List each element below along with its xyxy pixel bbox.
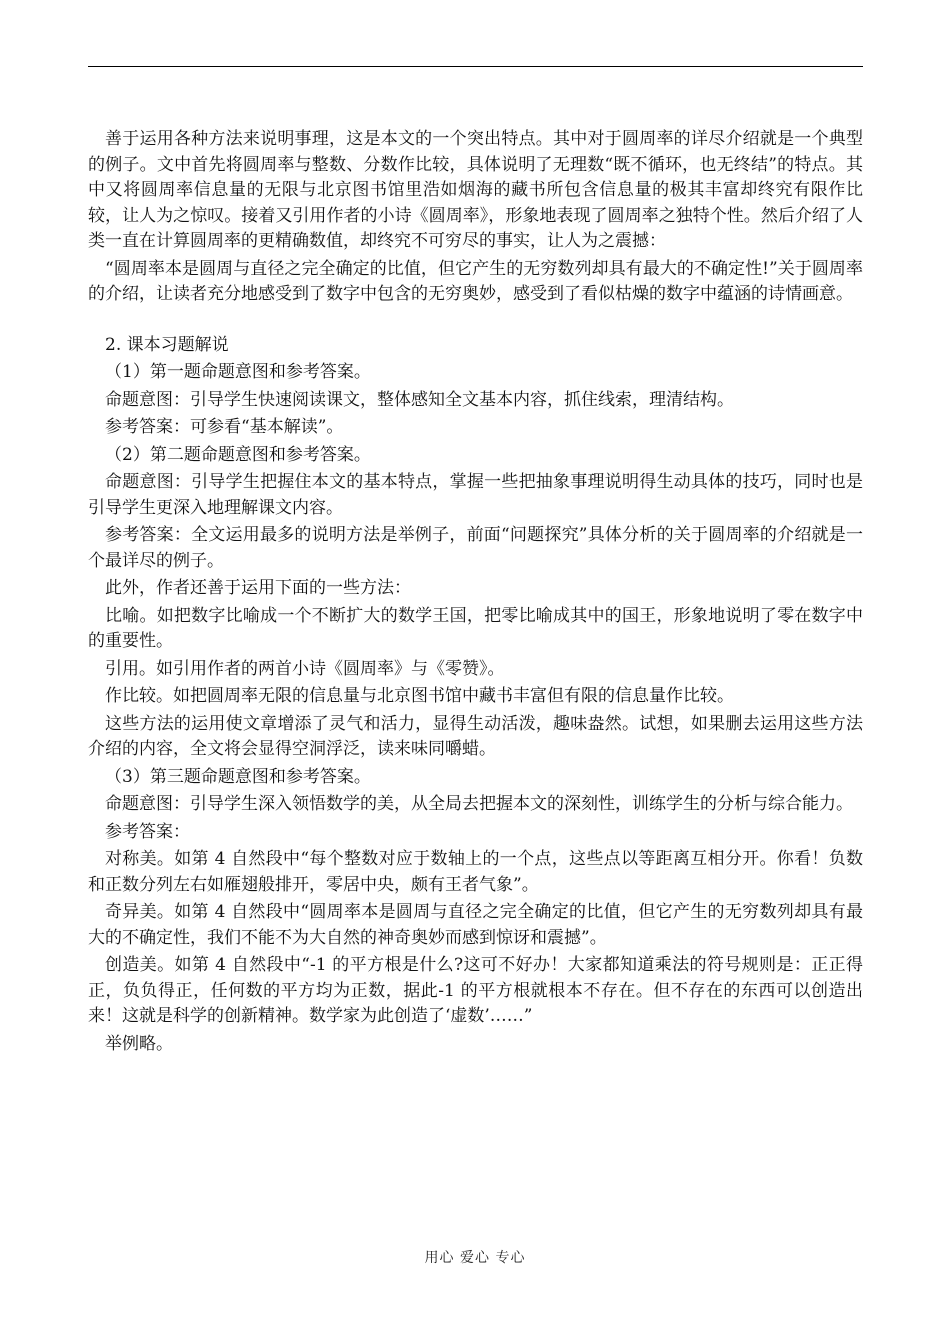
other-methods-intro: 此外，作者还善于运用下面的一些方法： — [105, 578, 411, 598]
method-comparison: 作比较。如把圆周率无限的信息量与北京图书馆中藏书丰富但有限的信息量作比较。 — [105, 686, 734, 706]
question-2-heading: （2）第二题命题意图和参考答案。 — [105, 444, 371, 465]
question-3-heading: （3）第三题命题意图和参考答案。 — [105, 766, 371, 787]
paragraph-quote: “圆周率本是圆周与直径之完全确定的比值，但它产生的无穷数列却具有最大的不确定性!”关于圆周率的介绍，让读者充分地感受到了数字中包含的无穷奥妙，感受到了看似枯燥的数字中蕴涵的诗情画意。 — [88, 258, 863, 304]
examples-omitted: 举例略。 — [105, 1033, 173, 1054]
question-1-intent: 命题意图：引导学生快速阅读课文，整体感知全文基本内容，抓住线索，理清结构。 — [105, 389, 734, 410]
beauty-strangeness: 奇异美。如第 4 自然段中“圆周率本是圆周与直径之完全确定的比值，但它产生的无穷数列却具有最大的不确定性，我们不能不为大自然的神奇奥妙而感到惊讶和震撼”。 — [88, 902, 863, 948]
paragraph-method-intro: 善于运用各种方法来说明事理，这是本文的一个突出特点。其中对于圆周率的详尽介绍就是一个典型的例子。文中首先将圆周率与整数、分数作比较，具体说明了无理数“既不循环，也无终结”的特点。其中又将圆周率信息量的无限与北京图书馆里浩如烟海的藏书所包含信息量的极其丰富却终究有限作比较，让人为之惊叹。接着又引用作者的小诗《圆周率》，形象地表现了圆周率之独特个性。然后介绍了人类一直在计算圆周率的更精确数值，却终究不可穷尽的事实，让人为之震撼： — [88, 129, 863, 251]
method-metaphor: 比喻。如把数字比喻成一个不断扩大的数学王国，把零比喻成其中的国王，形象地说明了零在数字中的重要性。 — [88, 605, 863, 651]
question-1-heading: （1）第一题命题意图和参考答案。 — [105, 362, 371, 382]
question-3-answer-label: 参考答案： — [105, 821, 190, 842]
header-rule — [88, 66, 863, 67]
method-quotation: 引用。如引用作者的两首小诗《圆周率》与《零赞》。 — [105, 658, 505, 679]
beauty-creation: 创造美。如第 4 自然段中“-1 的平方根是什么?这可不好办！大家都知道乘法的符号规则是：正正得正，负负得正，任何数的平方均为正数，据此-1 的平方根就根本不存在。但不存在的东西可以创造出来！这就是科学的创新精神。数学家为此创造了‘虚数’……” — [88, 955, 863, 1026]
question-3-intent: 命题意图：引导学生深入领悟数学的美，从全局去把握本文的深刻性，训练学生的分析与综合能力。 — [105, 794, 853, 814]
section-heading-exercises: 2. 课本习题解说 — [105, 334, 229, 355]
question-1-answer: 参考答案：可参看“基本解读”。 — [105, 417, 344, 437]
question-2-intent: 命题意图：引导学生把握住本文的基本特点，掌握一些把抽象事理说明得生动具体的技巧，同时也是引导学生更深入地理解课文内容。 — [88, 472, 863, 518]
document-body — [88, 127, 863, 1057]
question-2-answer: 参考答案：全文运用最多的说明方法是举例子，前面“问题探究”具体分析的关于圆周率的介绍就是一个最详尽的例子。 — [88, 525, 863, 571]
methods-summary: 这些方法的运用使文章增添了灵气和活力，显得生动活泼，趣味盎然。试想，如果删去运用这些方法介绍的内容，全文将会显得空洞浮泛，读来味同嚼蜡。 — [88, 713, 863, 759]
page-footer: 用心 爱心 专心 — [424, 1250, 526, 1266]
beauty-symmetry: 对称美。如第 4 自然段中“每个整数对应于数轴上的一个点，这些点以等距离互相分开。你看！负数和正数分列左右如雁翅般排开，零居中央，颇有王者气象”。 — [88, 849, 863, 895]
